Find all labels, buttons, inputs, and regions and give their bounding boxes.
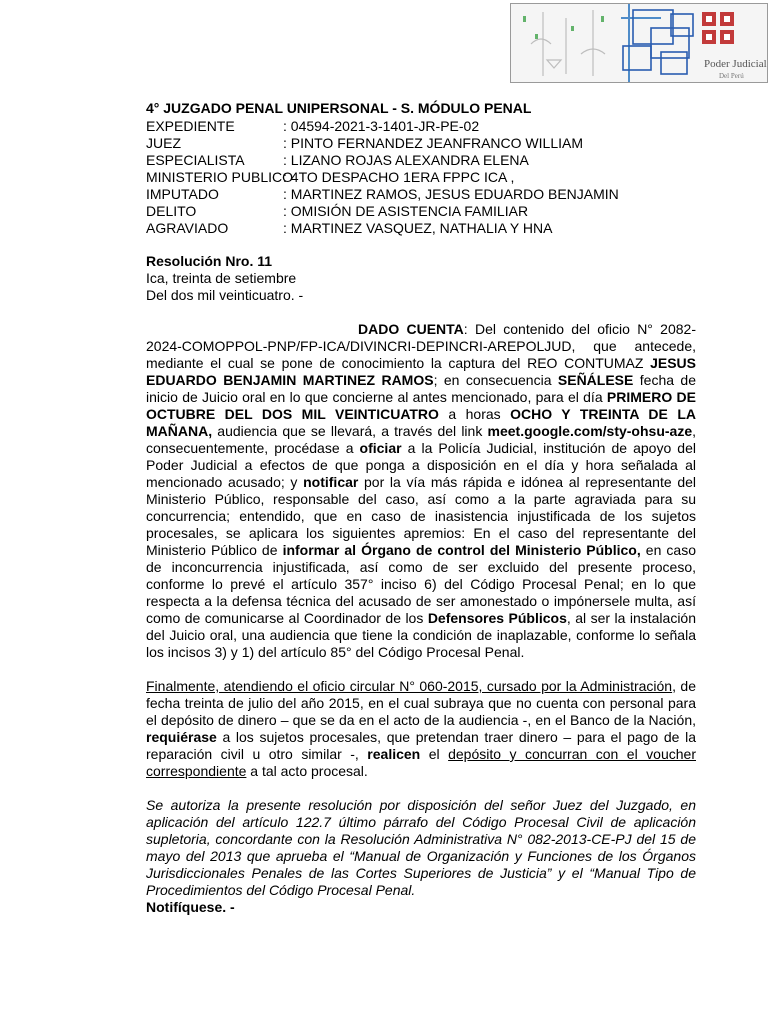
paragraph-finalmente [146, 678, 696, 780]
header-row-imputado [146, 186, 696, 203]
text: ; en consecuencia [433, 372, 558, 388]
text-bold: notificar [303, 474, 359, 490]
header-label: EXPEDIENTE [146, 118, 235, 134]
text-underlined: depósito y concurran con el voucher correspondiente [146, 746, 696, 779]
poder-judicial-emblem [511, 4, 767, 82]
text-bold: JESUS EDUARDO BENJAMIN MARTINEZ RAMOS [146, 355, 696, 388]
header-row-delito [146, 203, 696, 220]
text: a la Policía Judicial, institución de apoyo del Poder Judicial a efectos de que ponga a disposición en el día y hora señalada al mencionado acusado; y [146, 440, 696, 490]
court-title: 4° JUZGADO PENAL UNIPERSONAL - S. MÓDULO PENAL [146, 100, 532, 116]
poder-judicial-logo [510, 3, 768, 83]
header-value: : LIZANO ROJAS ALEXANDRA ELENA [283, 152, 529, 168]
resolution-number: Resolución Nro. 11 [146, 253, 273, 269]
text: a los sujetos procesales, que pretendan traer dinero – para el pago de la reparación civil u otro similar -, [146, 729, 696, 762]
text: a tal acto procesal. [246, 763, 368, 779]
text-bold: requiérase [146, 729, 217, 745]
text-bold: DADO CUENTA [358, 321, 464, 337]
case-header-table [146, 118, 696, 237]
header-value: : MARTINEZ VASQUEZ, NATHALIA Y HNA [283, 220, 553, 236]
header-value: : OMISIÓN DE ASISTENCIA FAMILIAR [283, 203, 529, 219]
resolution-place-date: Ica, treinta de setiembre [146, 270, 297, 286]
header-label: DELITO [146, 203, 197, 219]
header-label: JUEZ [146, 135, 181, 151]
header-label: ESPECIALISTA [146, 152, 245, 168]
header-row-agraviado [146, 220, 696, 237]
header-row-ministerio-publico [146, 169, 696, 186]
header-label: AGRAVIADO [146, 220, 229, 236]
notifiquese: Notifíquese. - [146, 899, 235, 915]
text-italic: Se autoriza la presente resolución por disposición del señor Juez del Juzgado, en aplicación del artículo 122.7 último párrafo del Código Procesal Civil de aplicación supletoria, concordante con la Resolución Administrativa N° 082-2013-CE-PJ del 15 de mayo del 2013 que aprueba el “Manual de Organización y Funciones de los Órganos Jurisdiccionales Penales de las Cortes Superiores de Justicia” y el “Manual Tipo de Procedimientos del Código Procesal Penal. [146, 797, 696, 898]
text-bold: OCHO Y TREINTA DE LA MAÑANA, [146, 406, 696, 439]
resolution-year: Del dos mil veinticuatro. - [146, 287, 304, 303]
meeting-link: meet.google.com/sty-ohsu-aze [487, 423, 693, 439]
header-value: : 4TO DESPACHO 1ERA FPPC ICA , [283, 169, 515, 185]
header-row-juez [146, 135, 696, 152]
text: en caso de inconcurrencia injustificada, así como de ser excluido del presente proceso, conforme lo prevé el artículo 357° inciso 6) del Código Procesal Penal; en lo que respecta a la defensa técnica del acusado de ser amonestado o impónersele multa, así como de comunicarse al Coordinador de los [146, 542, 696, 626]
header-label: IMPUTADO [146, 186, 219, 202]
text: : Del contenido del oficio N° 2082-2024-COMOPPOL-PNP/FP-ICA/DIVINCRI-DEPINCRI-AREPOLJUD, que antecede, mediante el cual se pone de conocimiento la captura del REO CONTUMAZ [146, 321, 696, 371]
text-bold: Defensores Públicos [427, 610, 567, 626]
header-row-expediente [146, 118, 696, 135]
resolution-document [146, 100, 696, 916]
text: , al ser la instalación del Juicio oral, una audiencia que tiene la condición de inaplazable, conforme lo señala los incisos 3) y 1) del artículo 85° del Código Procesal Penal. [146, 610, 696, 660]
text: por la vía más rápida e idónea al representante del Ministerio Público, responsable del caso, así como a la parte agraviada para su concurrencia; entendido, que en caso de inasistencia injustificada de los sujetos procesales, se aplicara los siguientes apremios: En el caso del representante del Ministerio Público de [146, 474, 696, 558]
header-value: : 04594-2021-3-1401-JR-PE-02 [283, 118, 480, 134]
text: el [420, 746, 449, 762]
header-row-especialista [146, 152, 696, 169]
text-bold: realicen [367, 746, 421, 762]
text: , consecuentemente, procédase a [146, 423, 696, 456]
header-value: : PINTO FERNANDEZ JEANFRANCO WILLIAM [283, 135, 583, 151]
logo-subtext: Del Perú [719, 72, 744, 80]
text: fecha de inicio de Juicio oral en lo que concierne al antes mencionado, para el día [146, 372, 697, 405]
text-bold: PRIMERO DE OCTUBRE DEL DOS MIL VEINTICUATRO [146, 389, 696, 422]
text-underlined: Finalmente, atendiendo el oficio circular N° 060-2015, cursado por la Administración [146, 678, 673, 694]
header-label: MINISTERIO PUBLICO [146, 169, 294, 185]
logo-text: Poder Judicial [704, 58, 767, 70]
text: a horas [438, 406, 511, 422]
text-bold: SEÑÁLESE [557, 372, 634, 388]
text-bold: informar al Órgano de control del Ministerio Público, [282, 542, 641, 558]
paragraph-autorizacion [146, 797, 696, 916]
header-value: : MARTINEZ RAMOS, JESUS EDUARDO BENJAMIN [283, 186, 619, 202]
text: audiencia que se llevará, a través del link [212, 423, 488, 439]
text: , de fecha treinta de julio del año 2015, en el cual subraya que no cuenta con personal para el depósito de dinero – que se da en el acto de la audiencia -, en el Banco de la Nación, [146, 678, 696, 728]
paragraph-dado-cuenta [146, 321, 696, 661]
text-bold: oficiar [359, 440, 402, 456]
